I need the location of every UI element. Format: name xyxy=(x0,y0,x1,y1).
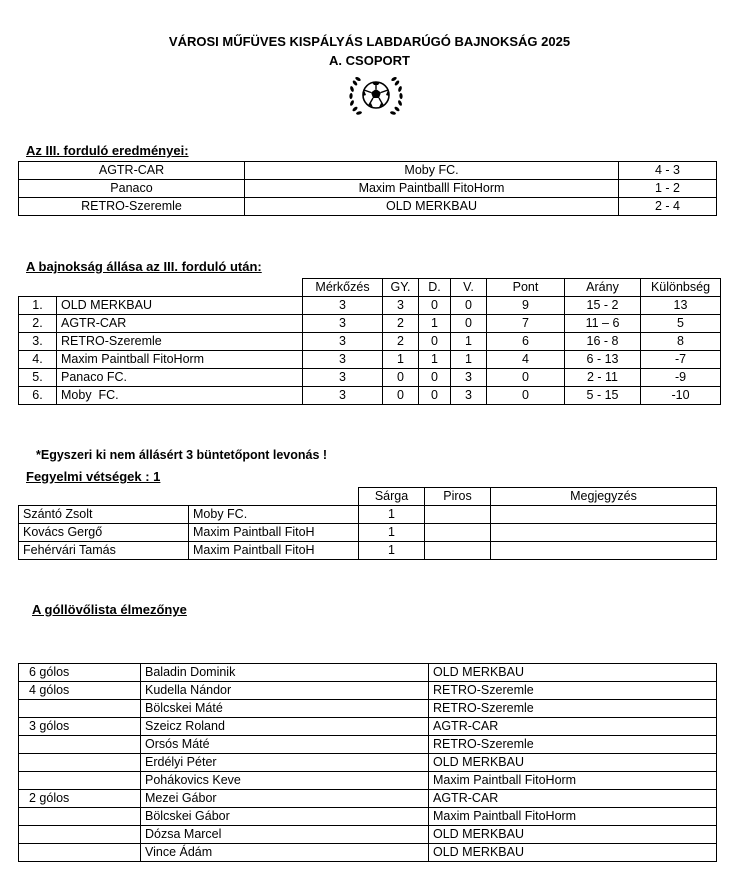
standings-table xyxy=(18,278,721,405)
table-header-row xyxy=(19,279,721,297)
player-name: Szeicz Roland xyxy=(141,718,429,736)
column-header: Pont xyxy=(487,279,565,297)
table-row xyxy=(19,682,717,700)
goal-ratio: 11 – 6 xyxy=(565,315,641,333)
red-cards xyxy=(425,506,491,524)
column-header: Arány xyxy=(565,279,641,297)
points: 0 xyxy=(487,369,565,387)
goal-count xyxy=(19,736,141,754)
yellow-cards: 1 xyxy=(359,524,425,542)
goal-ratio: 2 - 11 xyxy=(565,369,641,387)
player-name: Fehérvári Tamás xyxy=(19,542,189,560)
draws: 0 xyxy=(419,297,451,315)
points: 0 xyxy=(487,387,565,405)
away-team: Moby FC. xyxy=(245,162,619,180)
player-name: Pohákovics Keve xyxy=(141,772,429,790)
table-row xyxy=(19,506,717,524)
goal-count: 3 gólos xyxy=(19,718,141,736)
standings-heading: A bajnokság állása az III. forduló után: xyxy=(26,259,262,274)
goal-count xyxy=(19,772,141,790)
table-row xyxy=(19,180,717,198)
table-row xyxy=(19,542,717,560)
red-cards xyxy=(425,524,491,542)
wins: 2 xyxy=(383,333,419,351)
column-header: GY. xyxy=(383,279,419,297)
position: 1. xyxy=(19,297,57,315)
wins: 1 xyxy=(383,351,419,369)
played: 3 xyxy=(303,333,383,351)
draws: 0 xyxy=(419,333,451,351)
team-name: RETRO-Szeremle xyxy=(429,682,717,700)
goal-difference: -7 xyxy=(641,351,721,369)
team-name: OLD MERKBAU xyxy=(429,754,717,772)
player-name: Kudella Nándor xyxy=(141,682,429,700)
team-name: Maxim Paintball FitoHorm xyxy=(57,351,303,369)
goal-ratio: 15 - 2 xyxy=(565,297,641,315)
goal-count xyxy=(19,754,141,772)
played: 3 xyxy=(303,297,383,315)
losses: 0 xyxy=(451,315,487,333)
results-heading: Az III. forduló eredményei: xyxy=(26,143,189,158)
goal-count xyxy=(19,808,141,826)
goal-difference: 13 xyxy=(641,297,721,315)
draws: 1 xyxy=(419,315,451,333)
column-header: Mérkőzés xyxy=(303,279,383,297)
table-row xyxy=(19,844,717,862)
table-row xyxy=(19,369,721,387)
table-row xyxy=(19,333,721,351)
table-row xyxy=(19,664,717,682)
player-name: Dózsa Marcel xyxy=(141,826,429,844)
wins: 0 xyxy=(383,387,419,405)
team-name: Maxim Paintball FitoHorm xyxy=(429,772,717,790)
draws: 0 xyxy=(419,387,451,405)
points: 9 xyxy=(487,297,565,315)
goal-difference: 8 xyxy=(641,333,721,351)
team-name: RETRO-Szeremle xyxy=(57,333,303,351)
points: 4 xyxy=(487,351,565,369)
position: 5. xyxy=(19,369,57,387)
wins: 0 xyxy=(383,369,419,387)
goal-difference: -9 xyxy=(641,369,721,387)
table-row xyxy=(19,162,717,180)
scorers-table xyxy=(18,663,717,862)
played: 3 xyxy=(303,369,383,387)
home-team: AGTR-CAR xyxy=(19,162,245,180)
team-name: AGTR-CAR xyxy=(429,718,717,736)
home-team: Panaco xyxy=(19,180,245,198)
table-row xyxy=(19,826,717,844)
column-header: V. xyxy=(451,279,487,297)
player-name: Vince Ádám xyxy=(141,844,429,862)
player-name: Orsós Máté xyxy=(141,736,429,754)
away-team: Maxim Paintballl FitoHorm xyxy=(245,180,619,198)
team-name: OLD MERKBAU xyxy=(429,844,717,862)
team-name: Panaco FC. xyxy=(57,369,303,387)
losses: 1 xyxy=(451,333,487,351)
table-row xyxy=(19,351,721,369)
position: 3. xyxy=(19,333,57,351)
red-cards xyxy=(425,542,491,560)
played: 3 xyxy=(303,387,383,405)
table-row xyxy=(19,808,717,826)
player-name: Baladin Dominik xyxy=(141,664,429,682)
column-header: Piros xyxy=(425,488,491,506)
goal-difference: 5 xyxy=(641,315,721,333)
player-name: Erdélyi Péter xyxy=(141,754,429,772)
column-header: Megjegyzés xyxy=(491,488,717,506)
score: 2 - 4 xyxy=(619,198,717,216)
column-header: D. xyxy=(419,279,451,297)
soccer-ball-laurel-icon xyxy=(346,73,406,121)
goal-count: 4 gólos xyxy=(19,682,141,700)
table-row xyxy=(19,772,717,790)
team-name: Moby FC. xyxy=(189,506,359,524)
page-title: VÁROSI MŰFÜVES KISPÁLYÁS LABDARÚGÓ BAJNOKSÁG 2025 xyxy=(168,34,571,49)
goal-count xyxy=(19,826,141,844)
player-name: Kovács Gergő xyxy=(19,524,189,542)
table-row xyxy=(19,700,717,718)
home-team: RETRO-Szeremle xyxy=(19,198,245,216)
scorers-heading: A góllövőlista élmezőnye xyxy=(32,602,187,617)
table-row xyxy=(19,387,721,405)
team-name: Maxim Paintball FitoH xyxy=(189,524,359,542)
goal-difference: -10 xyxy=(641,387,721,405)
team-name: RETRO-Szeremle xyxy=(429,700,717,718)
team-name: Maxim Paintball FitoHorm xyxy=(429,808,717,826)
draws: 1 xyxy=(419,351,451,369)
played: 3 xyxy=(303,351,383,369)
table-row xyxy=(19,736,717,754)
team-name: RETRO-Szeremle xyxy=(429,736,717,754)
discipline-heading: Fegyelmi vétségek : 1 xyxy=(26,469,161,484)
table-row xyxy=(19,524,717,542)
goal-ratio: 5 - 15 xyxy=(565,387,641,405)
goal-count: 2 gólos xyxy=(19,790,141,808)
draws: 0 xyxy=(419,369,451,387)
remark xyxy=(491,524,717,542)
remark xyxy=(491,542,717,560)
yellow-cards: 1 xyxy=(359,542,425,560)
team-name: OLD MERKBAU xyxy=(57,297,303,315)
table-row xyxy=(19,754,717,772)
losses: 3 xyxy=(451,387,487,405)
goal-count xyxy=(19,700,141,718)
page-subtitle: A. CSOPORT xyxy=(329,53,410,68)
wins: 3 xyxy=(383,297,419,315)
away-team: OLD MERKBAU xyxy=(245,198,619,216)
remark xyxy=(491,506,717,524)
position: 6. xyxy=(19,387,57,405)
goal-ratio: 6 - 13 xyxy=(565,351,641,369)
team-name: OLD MERKBAU xyxy=(429,826,717,844)
losses: 1 xyxy=(451,351,487,369)
goal-ratio: 16 - 8 xyxy=(565,333,641,351)
score: 4 - 3 xyxy=(619,162,717,180)
table-row xyxy=(19,297,721,315)
table-row xyxy=(19,718,717,736)
player-name: Bölcskei Gábor xyxy=(141,808,429,826)
team-name: Maxim Paintball FitoH xyxy=(189,542,359,560)
table-row xyxy=(19,315,721,333)
yellow-cards: 1 xyxy=(359,506,425,524)
position: 4. xyxy=(19,351,57,369)
score: 1 - 2 xyxy=(619,180,717,198)
position: 2. xyxy=(19,315,57,333)
player-name: Szántó Zsolt xyxy=(19,506,189,524)
discipline-table xyxy=(18,487,717,560)
results-table xyxy=(18,161,717,216)
team-name: AGTR-CAR xyxy=(429,790,717,808)
goal-count: 6 gólos xyxy=(19,664,141,682)
column-header: Különbség xyxy=(641,279,721,297)
table-row xyxy=(19,790,717,808)
team-name: AGTR-CAR xyxy=(57,315,303,333)
team-name: OLD MERKBAU xyxy=(429,664,717,682)
table-header-row xyxy=(19,488,717,506)
team-name: Moby FC. xyxy=(57,387,303,405)
losses: 0 xyxy=(451,297,487,315)
column-header: Sárga xyxy=(359,488,425,506)
played: 3 xyxy=(303,315,383,333)
player-name: Mezei Gábor xyxy=(141,790,429,808)
wins: 2 xyxy=(383,315,419,333)
points: 6 xyxy=(487,333,565,351)
table-row xyxy=(19,198,717,216)
penalty-note: *Egyszeri ki nem állásért 3 büntetőpont levonás ! xyxy=(36,448,328,462)
goal-count xyxy=(19,844,141,862)
player-name: Bölcskei Máté xyxy=(141,700,429,718)
points: 7 xyxy=(487,315,565,333)
losses: 3 xyxy=(451,369,487,387)
